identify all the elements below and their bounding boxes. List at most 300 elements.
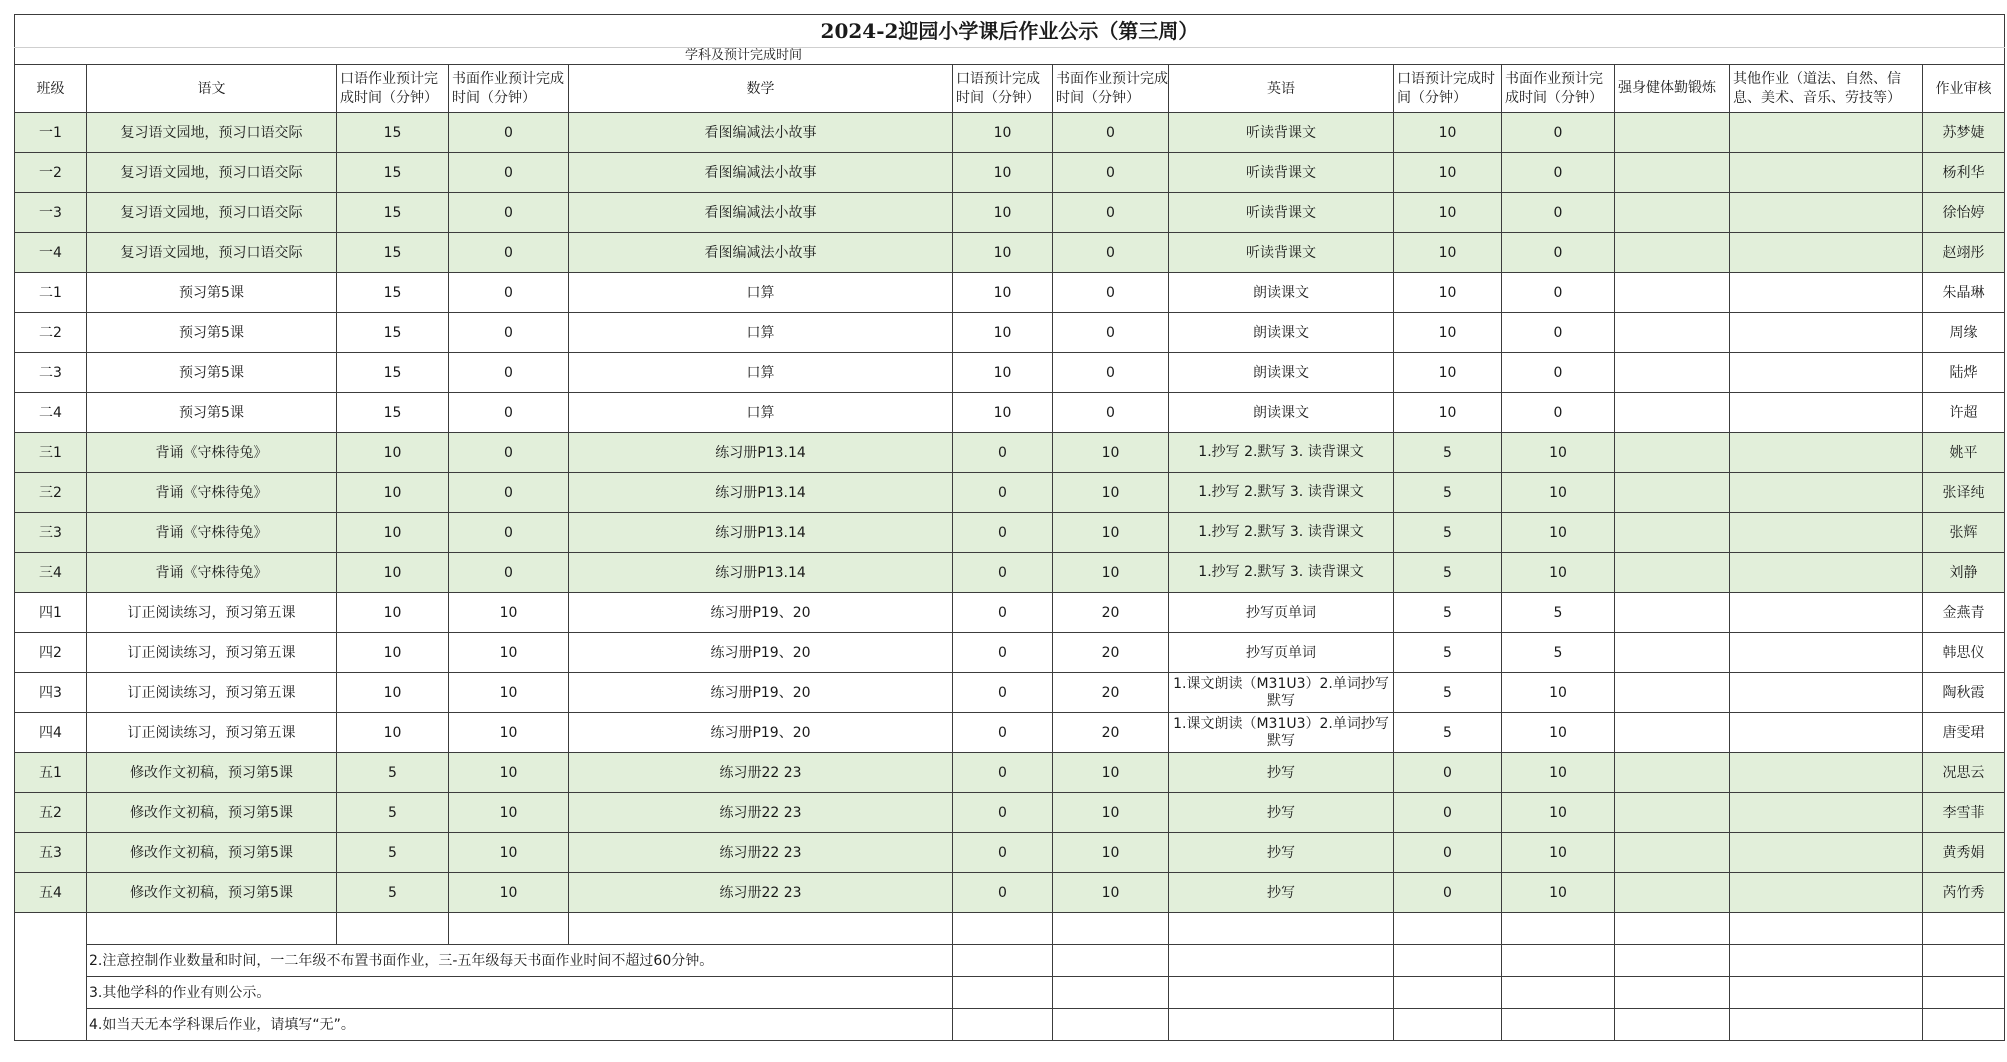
class-cell: 二2 (15, 313, 87, 353)
table-row (15, 713, 2005, 753)
english-cell: 抄写 (1169, 793, 1394, 833)
chinese-cell: 背诵《守株待兔》 (87, 433, 337, 473)
empty-cell (337, 913, 449, 945)
fitness-cell (1615, 393, 1730, 433)
empty-cell (1053, 1009, 1169, 1041)
reviewer-cell: 杨利华 (1923, 153, 2005, 193)
english-cell: 1.抄写 2.默写 3. 读背课文 (1169, 473, 1394, 513)
english-oral-cell: 10 (1394, 273, 1502, 313)
fitness-cell (1615, 713, 1730, 753)
reviewer-cell: 况思云 (1923, 753, 2005, 793)
math-cell: 练习册22 23 (569, 793, 953, 833)
english-oral-cell: 0 (1394, 793, 1502, 833)
english-cell: 听读背课文 (1169, 153, 1394, 193)
other-cell (1730, 633, 1923, 673)
other-cell (1730, 313, 1923, 353)
english-written-cell: 10 (1502, 713, 1615, 753)
chinese-cell: 复习语文园地，预习口语交际 (87, 113, 337, 153)
header-english: 英语 (1169, 65, 1394, 113)
table-row (15, 393, 2005, 433)
empty-cell (449, 913, 569, 945)
english-written-cell: 5 (1502, 633, 1615, 673)
chinese-cell: 复习语文园地，预习口语交际 (87, 153, 337, 193)
math-cell: 练习册P13.14 (569, 433, 953, 473)
chinese-oral-cell: 10 (337, 473, 449, 513)
chinese-cell: 修改作文初稿，预习第5课 (87, 753, 337, 793)
chinese-cell: 预习第5课 (87, 353, 337, 393)
chinese-written-cell: 10 (449, 833, 569, 873)
header-math-oral: 口语预计完成时间（分钟） (953, 65, 1053, 113)
english-oral-cell: 0 (1394, 833, 1502, 873)
english-oral-cell: 10 (1394, 193, 1502, 233)
header-row (15, 65, 2005, 113)
note-row (15, 913, 2005, 945)
class-cell: 五1 (15, 753, 87, 793)
math-oral-cell: 0 (953, 633, 1053, 673)
math-written-cell: 20 (1053, 593, 1169, 633)
english-written-cell: 0 (1502, 193, 1615, 233)
english-written-cell: 0 (1502, 353, 1615, 393)
math-cell: 练习册P19、20 (569, 673, 953, 713)
table-row (15, 833, 2005, 873)
english-oral-cell: 10 (1394, 393, 1502, 433)
english-oral-cell: 5 (1394, 713, 1502, 753)
other-cell (1730, 233, 1923, 273)
empty-cell (953, 1009, 1053, 1041)
english-cell: 1.课文朗读（M31U3）2.单词抄写默写 (1169, 713, 1394, 753)
math-oral-cell: 10 (953, 113, 1053, 153)
english-cell: 听读背课文 (1169, 233, 1394, 273)
math-cell: 练习册P13.14 (569, 513, 953, 553)
math-written-cell: 20 (1053, 633, 1169, 673)
class-cell: 四3 (15, 673, 87, 713)
table-row (15, 873, 2005, 913)
header-math-written: 书面作业预计完成时间（分钟） (1053, 65, 1169, 113)
note-row (15, 977, 2005, 1009)
page-title: 2024-2迎园小学课后作业公示（第三周） (15, 15, 2005, 48)
other-cell (1730, 553, 1923, 593)
math-cell: 口算 (569, 353, 953, 393)
math-oral-cell: 0 (953, 433, 1053, 473)
math-cell: 练习册P19、20 (569, 633, 953, 673)
other-cell (1730, 513, 1923, 553)
header-class: 班级 (15, 65, 87, 113)
english-written-cell: 10 (1502, 873, 1615, 913)
english-cell: 朗读课文 (1169, 313, 1394, 353)
english-oral-cell: 0 (1394, 753, 1502, 793)
fitness-cell (1615, 593, 1730, 633)
header-chinese-written: 书面作业预计完成时间（分钟） (449, 65, 569, 113)
reviewer-cell: 张辉 (1923, 513, 2005, 553)
class-cell: 三2 (15, 473, 87, 513)
chinese-cell: 修改作文初稿，预习第5课 (87, 833, 337, 873)
class-cell: 三4 (15, 553, 87, 593)
table-row (15, 593, 2005, 633)
empty-cell (1053, 977, 1169, 1009)
math-written-cell: 10 (1053, 473, 1169, 513)
empty-cell (1394, 1009, 1502, 1041)
math-oral-cell: 0 (953, 553, 1053, 593)
note-text: 4.如当天无本学科课后作业，请填写“无”。 (87, 1009, 953, 1041)
english-written-cell: 10 (1502, 753, 1615, 793)
other-cell (1730, 753, 1923, 793)
math-oral-cell: 0 (953, 793, 1053, 833)
reviewer-cell: 朱晶琳 (1923, 273, 2005, 313)
header-reviewer: 作业审核 (1923, 65, 2005, 113)
reviewer-cell: 金燕青 (1923, 593, 2005, 633)
chinese-oral-cell: 15 (337, 313, 449, 353)
empty-cell (1502, 913, 1615, 945)
table-row (15, 673, 2005, 713)
empty-cell (1615, 977, 1730, 1009)
table-row (15, 353, 2005, 393)
empty-cell (1502, 945, 1615, 977)
english-cell: 1.抄写 2.默写 3. 读背课文 (1169, 433, 1394, 473)
header-chinese: 语文 (87, 65, 337, 113)
empty-cell (953, 913, 1053, 945)
math-written-cell: 0 (1053, 233, 1169, 273)
chinese-oral-cell: 10 (337, 433, 449, 473)
fitness-cell (1615, 113, 1730, 153)
fitness-cell (1615, 673, 1730, 713)
empty-cell (1502, 977, 1615, 1009)
math-written-cell: 0 (1053, 153, 1169, 193)
empty-cell (953, 945, 1053, 977)
chinese-oral-cell: 10 (337, 553, 449, 593)
other-cell (1730, 873, 1923, 913)
empty-cell (1615, 913, 1730, 945)
note-text: 3.其他学科的作业有则公示。 (87, 977, 953, 1009)
math-oral-cell: 0 (953, 593, 1053, 633)
math-oral-cell: 10 (953, 393, 1053, 433)
empty-cell (1615, 1009, 1730, 1041)
english-written-cell: 10 (1502, 473, 1615, 513)
math-written-cell: 10 (1053, 833, 1169, 873)
math-oral-cell: 10 (953, 233, 1053, 273)
chinese-written-cell: 0 (449, 473, 569, 513)
math-cell: 练习册22 23 (569, 873, 953, 913)
class-cell: 四1 (15, 593, 87, 633)
math-written-cell: 10 (1053, 513, 1169, 553)
math-written-cell: 20 (1053, 673, 1169, 713)
fitness-cell (1615, 153, 1730, 193)
chinese-cell: 订正阅读练习，预习第五课 (87, 713, 337, 753)
chinese-cell: 预习第5课 (87, 393, 337, 433)
header-fitness: 强身健体勤锻炼 (1615, 65, 1730, 113)
math-oral-cell: 0 (953, 753, 1053, 793)
chinese-written-cell: 0 (449, 393, 569, 433)
english-oral-cell: 10 (1394, 313, 1502, 353)
math-written-cell: 0 (1053, 353, 1169, 393)
other-cell (1730, 193, 1923, 233)
note-text: 2.注意控制作业数量和时间，一二年级不布置书面作业，三-五年级每天书面作业时间不超过60分钟。 (87, 945, 953, 977)
chinese-written-cell: 0 (449, 153, 569, 193)
reviewer-cell: 李雪菲 (1923, 793, 2005, 833)
english-cell: 抄写 (1169, 753, 1394, 793)
chinese-oral-cell: 10 (337, 593, 449, 633)
math-cell: 口算 (569, 393, 953, 433)
reviewer-cell: 黄秀娟 (1923, 833, 2005, 873)
math-oral-cell: 0 (953, 473, 1053, 513)
chinese-cell: 复习语文园地，预习口语交际 (87, 193, 337, 233)
empty-cell (1169, 913, 1394, 945)
fitness-cell (1615, 633, 1730, 673)
chinese-cell: 修改作文初稿，预习第5课 (87, 873, 337, 913)
table-row (15, 793, 2005, 833)
english-cell: 1.抄写 2.默写 3. 读背课文 (1169, 553, 1394, 593)
chinese-written-cell: 10 (449, 673, 569, 713)
homework-table (14, 14, 2005, 1041)
other-cell (1730, 273, 1923, 313)
reviewer-cell: 陆烨 (1923, 353, 2005, 393)
chinese-oral-cell: 10 (337, 713, 449, 753)
chinese-oral-cell: 15 (337, 273, 449, 313)
english-oral-cell: 5 (1394, 513, 1502, 553)
chinese-written-cell: 10 (449, 793, 569, 833)
english-cell: 抄写 (1169, 873, 1394, 913)
fitness-cell (1615, 193, 1730, 233)
chinese-written-cell: 0 (449, 353, 569, 393)
class-cell: 二1 (15, 273, 87, 313)
math-cell: 练习册P19、20 (569, 713, 953, 753)
english-oral-cell: 10 (1394, 113, 1502, 153)
chinese-oral-cell: 5 (337, 793, 449, 833)
math-written-cell: 0 (1053, 313, 1169, 353)
english-written-cell: 10 (1502, 433, 1615, 473)
empty-cell (1394, 945, 1502, 977)
class-cell: 一1 (15, 113, 87, 153)
class-cell: 五3 (15, 833, 87, 873)
fitness-cell (1615, 753, 1730, 793)
math-oral-cell: 10 (953, 313, 1053, 353)
chinese-cell: 复习语文园地，预习口语交际 (87, 233, 337, 273)
math-cell: 练习册P13.14 (569, 473, 953, 513)
math-written-cell: 0 (1053, 113, 1169, 153)
chinese-cell: 订正阅读练习，预习第五课 (87, 593, 337, 633)
subtitle-cell: 学科及预计完成时间 (15, 48, 2005, 65)
math-written-cell: 10 (1053, 873, 1169, 913)
english-oral-cell: 10 (1394, 353, 1502, 393)
empty-cell (1169, 977, 1394, 1009)
class-cell: 一4 (15, 233, 87, 273)
fitness-cell (1615, 513, 1730, 553)
other-cell (1730, 433, 1923, 473)
table-row (15, 113, 2005, 153)
english-written-cell: 5 (1502, 593, 1615, 633)
fitness-cell (1615, 233, 1730, 273)
other-cell (1730, 353, 1923, 393)
chinese-cell: 预习第5课 (87, 273, 337, 313)
empty-cell (1923, 977, 2005, 1009)
english-written-cell: 0 (1502, 313, 1615, 353)
chinese-written-cell: 10 (449, 593, 569, 633)
empty-cell (1169, 945, 1394, 977)
reviewer-cell: 苏梦婕 (1923, 113, 2005, 153)
math-cell: 看图编减法小故事 (569, 153, 953, 193)
other-cell (1730, 153, 1923, 193)
class-cell: 二4 (15, 393, 87, 433)
math-cell: 看图编减法小故事 (569, 233, 953, 273)
chinese-written-cell: 10 (449, 713, 569, 753)
reviewer-cell: 韩思仪 (1923, 633, 2005, 673)
chinese-oral-cell: 5 (337, 833, 449, 873)
other-cell (1730, 713, 1923, 753)
math-oral-cell: 0 (953, 873, 1053, 913)
english-cell: 1.课文朗读（M31U3）2.单词抄写默写 (1169, 673, 1394, 713)
reviewer-cell: 赵翊彤 (1923, 233, 2005, 273)
english-written-cell: 10 (1502, 833, 1615, 873)
english-written-cell: 0 (1502, 273, 1615, 313)
math-cell: 看图编减法小故事 (569, 113, 953, 153)
math-cell: 口算 (569, 313, 953, 353)
english-cell: 朗读课文 (1169, 273, 1394, 313)
table-body (15, 15, 2005, 1041)
header-english-written: 书面作业预计完成时间（分钟） (1502, 65, 1615, 113)
table-row (15, 553, 2005, 593)
table-row (15, 273, 2005, 313)
math-oral-cell: 10 (953, 153, 1053, 193)
reviewer-cell: 刘静 (1923, 553, 2005, 593)
empty-cell (953, 977, 1053, 1009)
math-written-cell: 20 (1053, 713, 1169, 753)
other-cell (1730, 473, 1923, 513)
math-oral-cell: 0 (953, 513, 1053, 553)
english-oral-cell: 5 (1394, 673, 1502, 713)
empty-cell (1730, 913, 1923, 945)
chinese-oral-cell: 15 (337, 393, 449, 433)
math-oral-cell: 0 (953, 673, 1053, 713)
table-row (15, 193, 2005, 233)
chinese-written-cell: 10 (449, 753, 569, 793)
math-oral-cell: 10 (953, 353, 1053, 393)
chinese-oral-cell: 15 (337, 233, 449, 273)
math-cell: 练习册P19、20 (569, 593, 953, 633)
english-cell: 朗读课文 (1169, 353, 1394, 393)
fitness-cell (1615, 433, 1730, 473)
chinese-cell: 订正阅读练习，预习第五课 (87, 673, 337, 713)
other-cell (1730, 113, 1923, 153)
english-written-cell: 10 (1502, 513, 1615, 553)
chinese-cell: 修改作文初稿，预习第5课 (87, 793, 337, 833)
english-written-cell: 10 (1502, 673, 1615, 713)
english-cell: 朗读课文 (1169, 393, 1394, 433)
english-cell: 1.抄写 2.默写 3. 读背课文 (1169, 513, 1394, 553)
chinese-oral-cell: 10 (337, 633, 449, 673)
math-written-cell: 0 (1053, 193, 1169, 233)
english-written-cell: 10 (1502, 793, 1615, 833)
chinese-written-cell: 0 (449, 273, 569, 313)
chinese-oral-cell: 15 (337, 113, 449, 153)
table-row (15, 633, 2005, 673)
header-math: 数学 (569, 65, 953, 113)
empty-cell (1923, 913, 2005, 945)
empty-cell (1923, 945, 2005, 977)
chinese-written-cell: 0 (449, 513, 569, 553)
math-oral-cell: 10 (953, 193, 1053, 233)
fitness-cell (1615, 793, 1730, 833)
english-oral-cell: 5 (1394, 593, 1502, 633)
header-chinese-oral: 口语作业预计完成时间（分钟） (337, 65, 449, 113)
english-oral-cell: 5 (1394, 473, 1502, 513)
math-cell: 练习册22 23 (569, 753, 953, 793)
math-oral-cell: 0 (953, 713, 1053, 753)
note-row (15, 1009, 2005, 1041)
english-cell: 抄写页单词 (1169, 593, 1394, 633)
chinese-oral-cell: 5 (337, 753, 449, 793)
chinese-written-cell: 0 (449, 313, 569, 353)
reviewer-cell: 芮竹秀 (1923, 873, 2005, 913)
table-row (15, 473, 2005, 513)
empty-cell (1923, 1009, 2005, 1041)
table-row (15, 233, 2005, 273)
reviewer-cell: 姚平 (1923, 433, 2005, 473)
table-row (15, 153, 2005, 193)
math-cell: 口算 (569, 273, 953, 313)
class-cell: 五2 (15, 793, 87, 833)
fitness-cell (1615, 313, 1730, 353)
empty-cell (1394, 913, 1502, 945)
chinese-written-cell: 0 (449, 553, 569, 593)
empty-cell (569, 913, 953, 945)
class-cell: 四4 (15, 713, 87, 753)
empty-cell (1730, 977, 1923, 1009)
chinese-oral-cell: 10 (337, 513, 449, 553)
note-lead-cell (15, 913, 87, 1041)
table-row (15, 753, 2005, 793)
english-cell: 听读背课文 (1169, 193, 1394, 233)
math-written-cell: 0 (1053, 273, 1169, 313)
reviewer-cell: 唐雯珺 (1923, 713, 2005, 753)
math-cell: 练习册P13.14 (569, 553, 953, 593)
english-written-cell: 0 (1502, 153, 1615, 193)
fitness-cell (1615, 273, 1730, 313)
fitness-cell (1615, 553, 1730, 593)
note-text (87, 913, 337, 945)
english-oral-cell: 0 (1394, 873, 1502, 913)
chinese-cell: 背诵《守株待兔》 (87, 473, 337, 513)
math-written-cell: 10 (1053, 553, 1169, 593)
empty-cell (1053, 913, 1169, 945)
class-cell: 二3 (15, 353, 87, 393)
english-cell: 听读背课文 (1169, 113, 1394, 153)
header-english-oral: 口语预计完成时间（分钟） (1394, 65, 1502, 113)
math-cell: 看图编减法小故事 (569, 193, 953, 233)
math-written-cell: 10 (1053, 793, 1169, 833)
other-cell (1730, 673, 1923, 713)
class-cell: 五4 (15, 873, 87, 913)
chinese-oral-cell: 5 (337, 873, 449, 913)
chinese-cell: 背诵《守株待兔》 (87, 513, 337, 553)
other-cell (1730, 593, 1923, 633)
note-row (15, 945, 2005, 977)
empty-cell (1730, 945, 1923, 977)
class-cell: 三1 (15, 433, 87, 473)
english-written-cell: 0 (1502, 233, 1615, 273)
table-row (15, 433, 2005, 473)
chinese-written-cell: 0 (449, 113, 569, 153)
empty-cell (1615, 945, 1730, 977)
fitness-cell (1615, 833, 1730, 873)
math-written-cell: 0 (1053, 393, 1169, 433)
header-other: 其他作业（道法、自然、信息、美术、音乐、劳技等） (1730, 65, 1923, 113)
chinese-written-cell: 0 (449, 233, 569, 273)
reviewer-cell: 许超 (1923, 393, 2005, 433)
chinese-written-cell: 0 (449, 193, 569, 233)
table-row (15, 313, 2005, 353)
empty-cell (1502, 1009, 1615, 1041)
english-written-cell: 0 (1502, 393, 1615, 433)
empty-cell (1394, 977, 1502, 1009)
